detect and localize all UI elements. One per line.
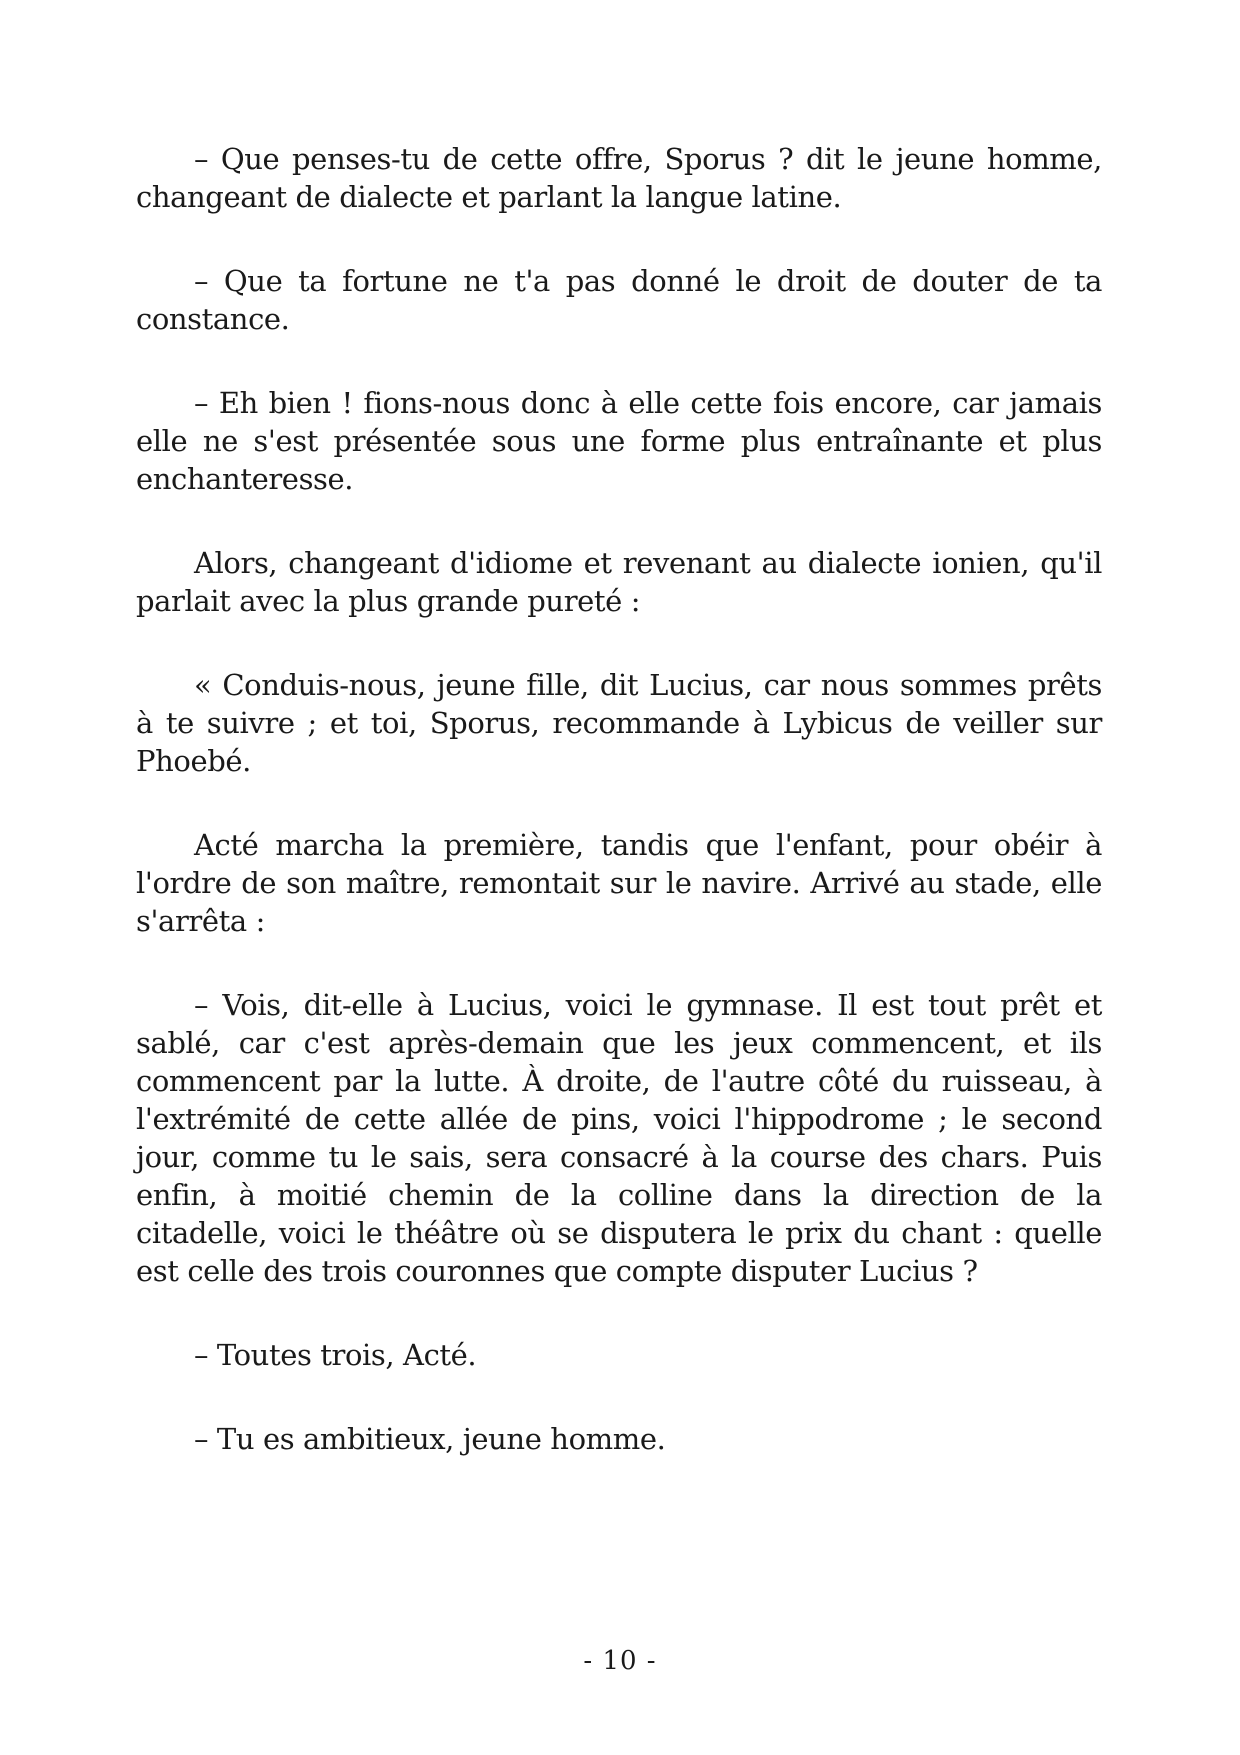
paragraph: – Vois, dit-elle à Lucius, voici le gymnase. Il est tout prêt et sablé, car c'est après-demain que les jeux commencent, et ils commencent par la lutte. À droite, de l'autre côté du ruisseau, à l'extrémité de cette allée de pins, voici l'hippodrome ; le second jour, comme tu le sais, sera consacré à la course des chars. Puis enfin, à moitié chemin de la colline dans la direction de la citadelle, voici le théâtre où se disputera le prix du chant : quelle est celle des trois couronnes que compte disputer Lucius ? xyxy=(136,988,1102,1288)
paragraph: Alors, changeant d'idiome et revenant au dialecte ionien, qu'il parlait avec la plus grande pureté : xyxy=(136,546,1102,618)
paragraph: – Toutes trois, Acté. xyxy=(194,1338,477,1372)
paragraph: Acté marcha la première, tandis que l'enfant, pour obéir à l'ordre de son maître, remontait sur le navire. Arrivé au stade, elle s'arrêta : xyxy=(136,828,1102,938)
paragraph: – Eh bien ! fions-nous donc à elle cette fois encore, car jamais elle ne s'est présentée sous une forme plus entraînante et plus enchanteresse. xyxy=(136,386,1102,496)
paragraph: « Conduis-nous, jeune fille, dit Lucius, car nous sommes prêts à te suivre ; et toi, Sporus, recommande à Lybicus de veiller sur Phoebé. xyxy=(136,668,1102,778)
page-body xyxy=(136,140,1102,1504)
paragraph: – Que ta fortune ne t'a pas donné le droit de douter de ta constance. xyxy=(136,264,1102,336)
paragraph: – Que penses-tu de cette offre, Sporus ? dit le jeune homme, changeant de dialecte et parlant la langue latine. xyxy=(136,142,1102,214)
paragraph: – Tu es ambitieux, jeune homme. xyxy=(194,1422,666,1456)
page-number: - 10 - xyxy=(583,1646,657,1676)
